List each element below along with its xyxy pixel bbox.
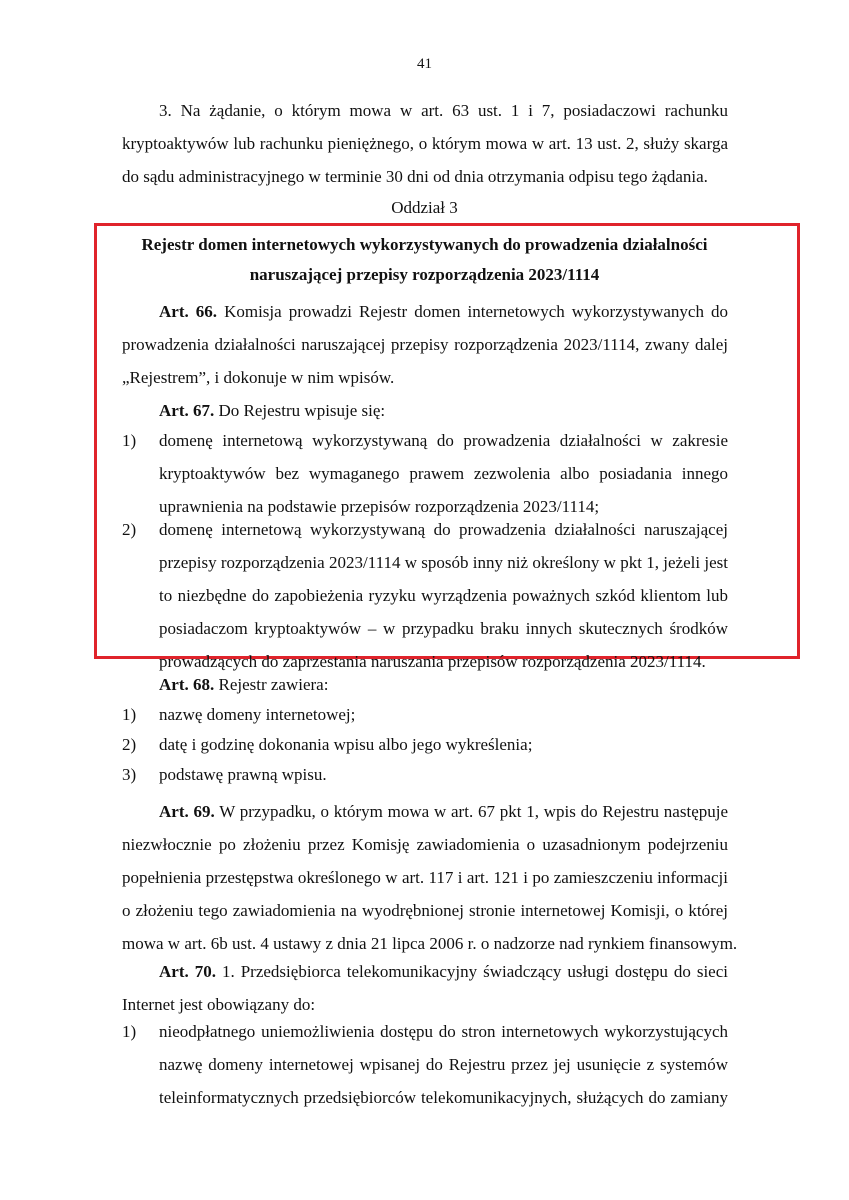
list-item xyxy=(122,728,728,761)
article-label: Art. 70. xyxy=(159,962,216,981)
text-line: uprawnienia na podstawie przepisów rozporządzenia 2023/1114; xyxy=(159,497,600,516)
article-68-intro xyxy=(122,668,728,701)
article-label: Art. 67. xyxy=(159,401,215,420)
list-item xyxy=(122,758,728,791)
list-number: 3) xyxy=(122,765,137,784)
text-line xyxy=(122,955,728,988)
article-label: Art. 66. xyxy=(159,302,218,321)
list-number: 2) xyxy=(122,735,137,754)
text-line: mowa w art. 6b ust. 4 ustawy z dnia 21 lipca 2006 r. o nadzorze nad rynkiem finansowym. xyxy=(122,934,738,953)
list-body xyxy=(159,513,728,678)
text-line: prowadzących do zaprzestania naruszania przepisów rozporządzenia 2023/1114. xyxy=(159,652,706,671)
text-line: prowadzenia działalności naruszającej przepisy rozporządzenia 2023/1114, zwany dalej xyxy=(122,335,728,354)
list-body: nazwę domeny internetowej; xyxy=(159,705,356,724)
text-span: Rejestr zawiera: xyxy=(214,675,329,694)
list-body: podstawę prawną wpisu. xyxy=(159,765,327,784)
text-span: Do Rejestru wpisuje się: xyxy=(214,401,386,420)
article-69 xyxy=(122,795,738,960)
list-item xyxy=(122,1015,728,1114)
text-line: popełnienia przestępstwa określonego w art. 117 i art. 121 i po zamieszczeniu informacji xyxy=(122,868,728,887)
text-line: nieodpłatnego uniemożliwienia dostępu do stron internetowych wykorzystujących xyxy=(159,1022,728,1041)
text-line: „Rejestrem”, i dokonuje w nim wpisów. xyxy=(122,368,395,387)
text-line: niezwłocznie po złożeniu przez Komisję zawiadomienia o uzasadnionym podejrzeniu xyxy=(122,835,728,854)
text-line: kryptoaktywów bez wymaganego prawem zezwolenia albo posiadania innego xyxy=(159,464,728,483)
page-number: 41 xyxy=(417,56,432,72)
text-line: o złożeniu tego zawiadomienia na wyodrębnionej stronie internetowej Komisji, o której xyxy=(122,901,728,920)
text-line: 3. Na żądanie, o którym mowa w art. 63 ust. 1 i 7, posiadaczowi rachunku xyxy=(159,101,728,120)
text-line: to niezbędne do zapobieżenia ryzyku wyrządzenia poważnych szkód klientom lub xyxy=(159,586,728,605)
division-heading: Oddział 3 xyxy=(391,198,458,217)
text-span: Komisja prowadzi Rejestr domen internetowych wykorzystywanych do xyxy=(217,302,729,321)
text-span: 1. Przedsiębiorca telekomunikacyjny świadczący usługi dostępu do sieci xyxy=(215,962,728,981)
text-line: domenę internetową wykorzystywaną do prowadzenia działalności naruszającej xyxy=(159,520,728,539)
paragraph-3 xyxy=(122,94,728,193)
article-66 xyxy=(122,295,728,394)
text-line xyxy=(122,295,728,328)
list-number: 1) xyxy=(122,431,137,450)
article-label: Art. 68. xyxy=(159,675,215,694)
list-body xyxy=(159,1015,728,1114)
article-67-intro xyxy=(122,394,728,427)
text-span: W przypadku, o którym mowa w art. 67 pkt 1, wpis do Rejestru następuje xyxy=(214,802,729,821)
text-line xyxy=(122,394,728,427)
list-number: 2) xyxy=(122,520,137,539)
division-title-line-1: Rejestr domen internetowych wykorzystywanych do prowadzenia działalności xyxy=(141,235,708,254)
text-line: teleinformatycznych przedsiębiorców telekomunikacyjnych, służących do zamiany xyxy=(159,1088,728,1107)
list-number: 1) xyxy=(122,705,137,724)
list-item xyxy=(122,424,728,523)
text-line xyxy=(122,668,728,701)
list-body xyxy=(159,424,728,523)
list-item xyxy=(122,698,728,731)
text-line: Internet jest obowiązany do: xyxy=(122,995,316,1014)
text-line: domenę internetową wykorzystywaną do prowadzenia działalności w zakresie xyxy=(159,431,728,450)
text-line: posiadaczom kryptoaktywów – w przypadku braku innych skutecznych środków xyxy=(159,619,728,638)
article-70 xyxy=(122,955,728,1021)
division-title-line-2: naruszającej przepisy rozporządzenia 2023/1114 xyxy=(249,265,600,284)
article-label: Art. 69. xyxy=(159,802,215,821)
list-body: datę i godzinę dokonania wpisu albo jego wykreślenia; xyxy=(159,735,533,754)
text-line: przepisy rozporządzenia 2023/1114 w sposób inny niż określony w pkt 1, jeżeli jest xyxy=(159,553,728,572)
text-line: kryptoaktywów lub rachunku pieniężnego, o którym mowa w art. 13 ust. 2, służy skarga xyxy=(122,134,728,153)
text-line: do sądu administracyjnego w terminie 30 dni od dnia otrzymania odpisu tego żądania. xyxy=(122,167,708,186)
text-line: nazwę domeny internetowej wpisanej do Rejestru przez jej usunięcie z systemów xyxy=(159,1055,728,1074)
text-line xyxy=(122,795,728,828)
list-item xyxy=(122,513,728,678)
list-number: 1) xyxy=(122,1022,137,1041)
